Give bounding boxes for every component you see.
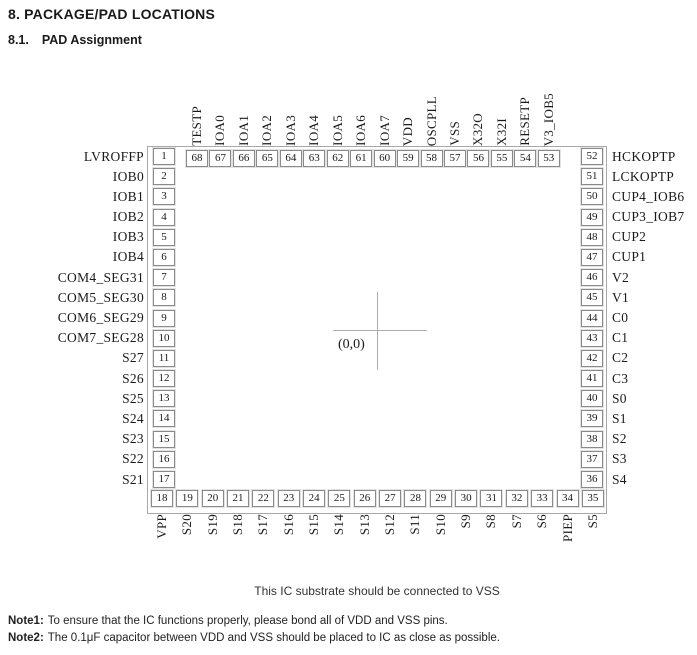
pad-row bbox=[0, 289, 175, 306]
pad-14-number-box: 14 bbox=[153, 410, 175, 427]
pad-47-number-box: 47 bbox=[581, 249, 603, 266]
pad-1-label: LVROFFP bbox=[83, 148, 144, 164]
pad-7-number-box: 7 bbox=[153, 269, 175, 286]
pad-10-label: COM7_SEG28 bbox=[57, 330, 144, 346]
pad-row bbox=[581, 188, 697, 205]
pad-cell bbox=[491, 118, 513, 167]
pad-42-number-box: 42 bbox=[581, 350, 603, 367]
pad-36-number-box: 36 bbox=[581, 471, 603, 488]
pad-row bbox=[581, 370, 697, 387]
subsection-title bbox=[8, 33, 142, 47]
pad-cell bbox=[444, 121, 466, 167]
pad-5-label: IOB3 bbox=[112, 229, 144, 245]
pad-62-number-box: 62 bbox=[327, 150, 349, 167]
pad-51-number-box: 51 bbox=[581, 168, 603, 185]
pad-cell bbox=[374, 115, 396, 167]
pad-61-label: IOA6 bbox=[353, 115, 369, 146]
pad-cell bbox=[209, 115, 231, 167]
pad-3-label: IOB1 bbox=[112, 188, 144, 204]
pad-54-number-box: 54 bbox=[514, 150, 536, 167]
pad-11-number-box: 11 bbox=[153, 350, 175, 367]
pad-20-number-box: 20 bbox=[202, 490, 224, 507]
pad-55-number-box: 55 bbox=[491, 150, 513, 167]
pad-56-number-box: 56 bbox=[467, 150, 489, 167]
pad-52-label: HCKOPTP bbox=[612, 148, 676, 164]
pad-9-number-box: 9 bbox=[153, 310, 175, 327]
pad-row bbox=[581, 410, 697, 427]
pad-cell bbox=[278, 490, 300, 535]
pad-59-number-box: 59 bbox=[397, 150, 419, 167]
pad-32-number-box: 32 bbox=[506, 490, 528, 507]
pad-row bbox=[0, 410, 175, 427]
pad-67-number-box: 67 bbox=[209, 150, 231, 167]
pad-row bbox=[0, 350, 175, 367]
pad-23-label: S16 bbox=[280, 514, 296, 536]
pad-49-label: CUP3_IOB7 bbox=[612, 209, 685, 225]
pad-44-number-box: 44 bbox=[581, 310, 603, 327]
pad-cell bbox=[256, 115, 278, 167]
note-1-text: To ensure that the IC functions properly, please bond all of VDD and VSS pins. bbox=[47, 615, 448, 627]
pad-row bbox=[581, 390, 697, 407]
pad-68-label: TESTP bbox=[189, 106, 204, 146]
pad-row bbox=[0, 249, 175, 266]
pad-28-label: S11 bbox=[407, 514, 423, 535]
pad-13-number-box: 13 bbox=[153, 390, 175, 407]
pad-cell bbox=[327, 115, 349, 167]
pad-row bbox=[0, 229, 175, 246]
pad-19-number-box: 19 bbox=[176, 490, 198, 507]
pad-row bbox=[0, 370, 175, 387]
pad-cell bbox=[186, 106, 208, 167]
pad-23-number-box: 23 bbox=[278, 490, 300, 507]
pad-row bbox=[0, 390, 175, 407]
pad-row bbox=[581, 209, 697, 226]
subsection-number: 8.1. bbox=[8, 33, 29, 47]
pad-11-label: S27 bbox=[122, 350, 144, 366]
pad-15-label: S23 bbox=[122, 431, 144, 447]
pad-56-label: X32O bbox=[470, 113, 486, 146]
pad-cell bbox=[202, 490, 224, 535]
note-2-text: The 0.1μF capacitor between VDD and VSS should be placed to IC as close as possible. bbox=[47, 632, 500, 644]
substrate-note: This IC substrate should be connected to VSS bbox=[254, 584, 500, 598]
top-pads-row bbox=[186, 82, 560, 167]
pad-59-label: VDD bbox=[400, 116, 416, 146]
pad-48-label: CUP2 bbox=[612, 229, 647, 245]
pad-65-label: IOA2 bbox=[259, 115, 275, 146]
bottom-pads-row bbox=[151, 490, 604, 542]
right-pads-column bbox=[581, 148, 697, 488]
pad-44-label: C0 bbox=[612, 310, 629, 325]
pad-cell bbox=[328, 490, 350, 535]
pad-30-label: S9 bbox=[458, 514, 474, 529]
origin-crosshair-horizontal-line bbox=[333, 330, 427, 331]
pad-row bbox=[581, 289, 697, 306]
pad-12-number-box: 12 bbox=[153, 370, 175, 387]
pad-39-number-box: 39 bbox=[581, 410, 603, 427]
pad-34-number-box: 34 bbox=[557, 490, 579, 507]
pad-5-number-box: 5 bbox=[153, 229, 175, 246]
pad-cell bbox=[303, 115, 325, 167]
pad-46-number-box: 46 bbox=[581, 269, 603, 286]
pad-cell bbox=[557, 490, 579, 542]
pad-27-label: S12 bbox=[382, 514, 398, 536]
pad-cell bbox=[538, 93, 560, 167]
pad-row bbox=[0, 310, 175, 327]
pad-row bbox=[0, 451, 175, 468]
pad-cell bbox=[582, 490, 604, 528]
pad-21-label: S18 bbox=[230, 514, 246, 536]
pad-53-label: V3_IOB5 bbox=[540, 92, 556, 146]
pad-cell bbox=[430, 490, 452, 535]
pad-21-number-box: 21 bbox=[227, 490, 249, 507]
pad-cell bbox=[455, 490, 477, 528]
pad-row bbox=[581, 249, 697, 266]
pad-22-label: S17 bbox=[255, 514, 271, 536]
pad-16-number-box: 16 bbox=[153, 451, 175, 468]
pad-cell bbox=[397, 117, 419, 167]
pad-41-label: C3 bbox=[612, 370, 629, 386]
pad-36-label: S4 bbox=[612, 471, 627, 487]
pad-38-label: S2 bbox=[612, 431, 627, 447]
pad-24-number-box: 24 bbox=[303, 490, 325, 507]
pad-27-number-box: 27 bbox=[379, 490, 401, 507]
pad-29-number-box: 29 bbox=[430, 490, 452, 507]
pad-17-label: S21 bbox=[122, 471, 144, 487]
pad-cell bbox=[252, 490, 274, 535]
pad-row bbox=[581, 471, 697, 488]
pad-60-number-box: 60 bbox=[374, 150, 396, 167]
pad-2-number-box: 2 bbox=[153, 168, 175, 185]
pad-26-label: S13 bbox=[356, 514, 372, 536]
pad-68-number-box: 68 bbox=[186, 150, 208, 167]
pad-64-number-box: 64 bbox=[280, 150, 302, 167]
pad-cell bbox=[506, 490, 528, 528]
pad-24-label: S15 bbox=[306, 514, 322, 536]
pad-1-number-box: 1 bbox=[153, 148, 175, 165]
pad-66-number-box: 66 bbox=[233, 150, 255, 167]
note-2-label: Note2: bbox=[8, 632, 44, 644]
pad-row bbox=[581, 431, 697, 448]
pad-row bbox=[581, 168, 697, 185]
pad-22-number-box: 22 bbox=[252, 490, 274, 507]
pad-52-number-box: 52 bbox=[581, 148, 603, 165]
pad-63-label: IOA4 bbox=[306, 115, 322, 146]
pad-2-label: IOB0 bbox=[112, 168, 144, 184]
pad-46-label: V2 bbox=[612, 269, 630, 285]
note-1 bbox=[8, 615, 448, 627]
pad-cell bbox=[350, 115, 372, 167]
origin-crosshair-vertical-line bbox=[377, 292, 378, 370]
pad-45-number-box: 45 bbox=[581, 289, 603, 306]
pad-row bbox=[581, 269, 697, 286]
pad-cell bbox=[233, 115, 255, 167]
pad-26-number-box: 26 bbox=[354, 490, 376, 507]
pad-43-label: C1 bbox=[612, 330, 629, 346]
pad-38-number-box: 38 bbox=[581, 431, 603, 448]
pad-cell bbox=[379, 490, 401, 535]
pad-57-label: VSS bbox=[446, 121, 462, 146]
pad-58-number-box: 58 bbox=[421, 150, 443, 167]
pad-55-label: X32I bbox=[493, 118, 509, 146]
pad-41-number-box: 41 bbox=[581, 370, 603, 387]
pad-cell bbox=[467, 113, 489, 167]
pad-53-number-box: 53 bbox=[538, 150, 560, 167]
note-2 bbox=[8, 632, 500, 644]
pad-45-label: V1 bbox=[612, 289, 630, 305]
pad-row bbox=[0, 148, 175, 165]
pad-10-number-box: 10 bbox=[153, 330, 175, 347]
pad-18-label: VPP bbox=[154, 514, 169, 539]
pad-19-label: S20 bbox=[179, 514, 195, 536]
pad-row bbox=[581, 350, 697, 367]
pad-row bbox=[0, 209, 175, 226]
subsection-text: PAD Assignment bbox=[41, 33, 142, 47]
pad-cell bbox=[227, 490, 249, 535]
pad-6-label: IOB4 bbox=[112, 249, 144, 265]
pad-13-label: S25 bbox=[122, 390, 144, 406]
pad-48-number-box: 48 bbox=[581, 229, 603, 246]
pad-cell bbox=[151, 490, 173, 539]
pad-31-number-box: 31 bbox=[480, 490, 502, 507]
pad-30-number-box: 30 bbox=[455, 490, 477, 507]
pad-65-number-box: 65 bbox=[256, 150, 278, 167]
pad-63-number-box: 63 bbox=[303, 150, 325, 167]
pad-6-number-box: 6 bbox=[153, 249, 175, 266]
pad-row bbox=[581, 148, 697, 165]
pad-34-label: PIEP bbox=[559, 514, 575, 542]
pad-cell bbox=[480, 490, 502, 528]
pad-39-label: S1 bbox=[612, 410, 627, 426]
pad-4-label: IOB2 bbox=[112, 209, 144, 225]
pad-29-label: S10 bbox=[432, 514, 448, 536]
pad-cell bbox=[531, 490, 553, 528]
pad-18-number-box: 18 bbox=[151, 490, 173, 507]
pad-cell bbox=[421, 96, 443, 167]
section-title: 8. PACKAGE/PAD LOCATIONS bbox=[8, 6, 216, 22]
pad-7-label: COM4_SEG31 bbox=[57, 269, 144, 285]
pad-row bbox=[0, 330, 175, 347]
pad-60-label: IOA7 bbox=[376, 115, 392, 146]
pad-50-label: CUP4_IOB6 bbox=[612, 188, 685, 204]
pad-8-label: COM5_SEG30 bbox=[57, 289, 144, 305]
pad-8-number-box: 8 bbox=[153, 289, 175, 306]
origin-label: (0,0) bbox=[338, 337, 365, 352]
pad-50-number-box: 50 bbox=[581, 188, 603, 205]
pad-62-label: IOA5 bbox=[329, 115, 345, 146]
pad-67-label: IOA0 bbox=[212, 115, 228, 146]
pad-33-label: S6 bbox=[534, 514, 550, 529]
pad-31-label: S8 bbox=[483, 514, 499, 529]
pad-25-number-box: 25 bbox=[328, 490, 350, 507]
pad-40-label: S0 bbox=[612, 390, 627, 406]
pad-cell bbox=[514, 97, 536, 167]
pad-row bbox=[581, 330, 697, 347]
pad-row bbox=[581, 310, 697, 327]
pad-row bbox=[0, 269, 175, 286]
pad-37-number-box: 37 bbox=[581, 451, 603, 468]
pad-16-label: S22 bbox=[122, 451, 144, 467]
pad-58-label: OSCPLL bbox=[423, 95, 439, 146]
pad-47-label: CUP1 bbox=[612, 249, 647, 265]
pad-43-number-box: 43 bbox=[581, 330, 603, 347]
note-1-label: Note1: bbox=[8, 615, 44, 627]
pad-32-label: S7 bbox=[508, 514, 524, 529]
pad-42-label: C2 bbox=[612, 350, 629, 366]
pad-35-label: S5 bbox=[584, 514, 600, 529]
pad-37-label: S3 bbox=[612, 451, 627, 467]
pad-cell bbox=[280, 115, 302, 167]
pad-17-number-box: 17 bbox=[153, 471, 175, 488]
pad-28-number-box: 28 bbox=[404, 490, 426, 507]
pad-35-number-box: 35 bbox=[582, 490, 604, 507]
pad-57-number-box: 57 bbox=[444, 150, 466, 167]
pad-cell bbox=[354, 490, 376, 535]
left-pads-column bbox=[0, 148, 175, 488]
pad-row bbox=[0, 431, 175, 448]
pad-cell bbox=[303, 490, 325, 535]
pad-15-number-box: 15 bbox=[153, 431, 175, 448]
pad-row bbox=[0, 471, 175, 488]
pad-25-label: S14 bbox=[331, 514, 347, 536]
pad-51-label: LCKOPTP bbox=[612, 168, 675, 184]
pad-cell bbox=[176, 490, 198, 535]
pad-row bbox=[581, 229, 697, 246]
pad-20-label: S19 bbox=[204, 514, 220, 536]
pad-64-label: IOA3 bbox=[282, 115, 298, 146]
pad-row bbox=[581, 451, 697, 468]
pad-54-label: RESETP bbox=[517, 97, 533, 146]
pad-61-number-box: 61 bbox=[350, 150, 372, 167]
pad-9-label: COM6_SEG29 bbox=[57, 310, 144, 325]
pad-4-number-box: 4 bbox=[153, 209, 175, 226]
pad-33-number-box: 33 bbox=[531, 490, 553, 507]
pad-40-number-box: 40 bbox=[581, 390, 603, 407]
pad-14-label: S24 bbox=[122, 410, 144, 426]
pad-66-label: IOA1 bbox=[235, 115, 251, 146]
pad-row bbox=[0, 188, 175, 205]
pad-cell bbox=[404, 490, 426, 535]
pad-49-number-box: 49 bbox=[581, 209, 603, 226]
pad-3-number-box: 3 bbox=[153, 188, 175, 205]
pad-12-label: S26 bbox=[122, 370, 144, 386]
pad-row bbox=[0, 168, 175, 185]
